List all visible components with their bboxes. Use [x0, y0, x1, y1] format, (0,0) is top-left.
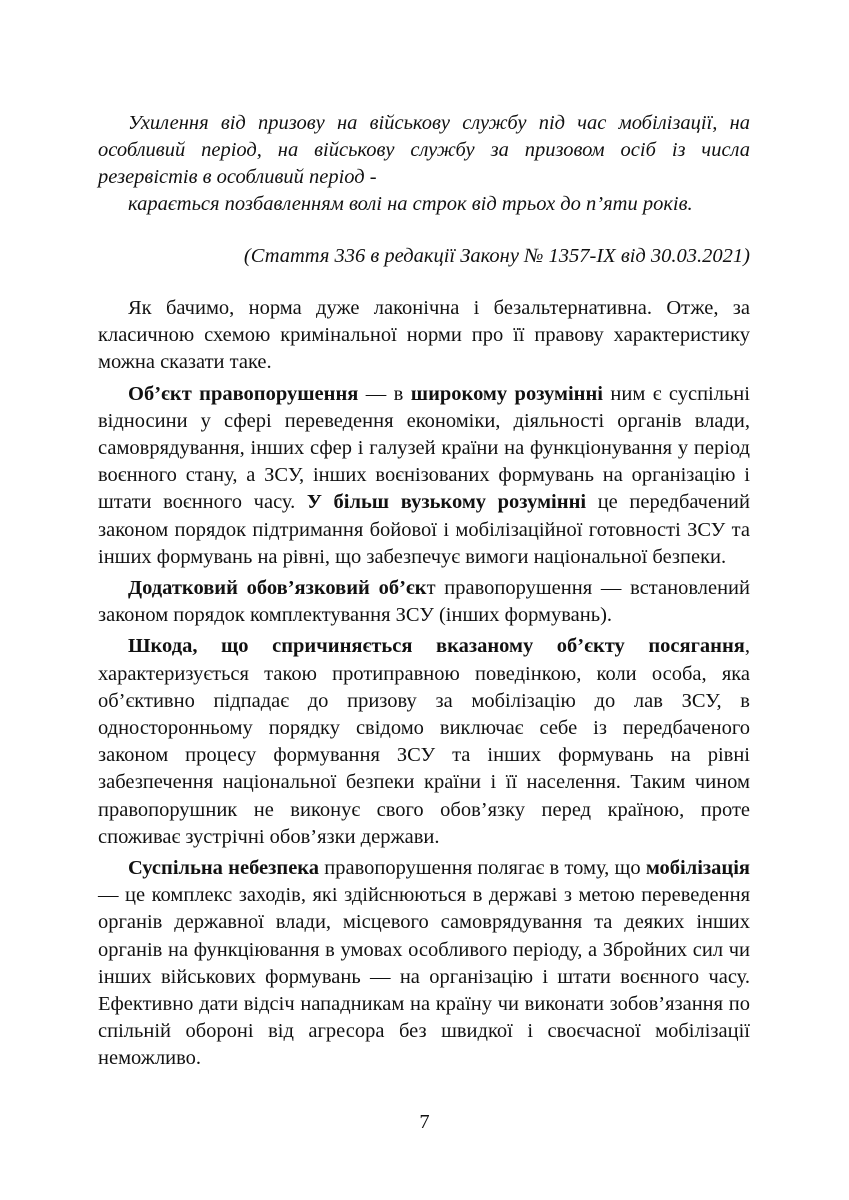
paragraph-object	[98, 381, 750, 571]
term-object: Об’єкт правопорушення	[128, 382, 359, 405]
term-harm: Шкода, що спричиняється вказаному об’єкту посягання	[128, 635, 745, 658]
law-source-reference: (Стаття 336 в редакції Закону № 1357-IX від 30.03.2021)	[243, 245, 750, 267]
quote-disposition: Ухилення від призову на військову службу під час мобілізації, на особливий період, на військову службу за призовом осіб із числа резервістів в особливий період -	[98, 112, 750, 188]
term-broad-meaning: широкому розумінні	[410, 382, 603, 405]
text: , характеризується такою протиправною поведінкою, коли особа, яка об’єктивно підпадає до призову за мобілізацію до лав ЗСУ, в односторонньому порядку свідомо виключає себе із передбаченого законом процесу формування ЗСУ та інших формувань на рівні забезпечення національної безпеки країни і її населення. Таким чином правопорушник не виконує свого обов’язку перед країною, проте споживає зустрічні обов’язки держави.	[98, 635, 750, 848]
term-public-danger: Суспільна небезпека	[128, 857, 320, 880]
quote-sanction: карається позбавленням волі на строк від трьох до п’яти років.	[128, 193, 693, 215]
text: т правопорушення — встановлений законом порядок комплектування ЗСУ (інших формувань).	[98, 577, 750, 627]
paragraph-harm	[98, 633, 750, 851]
text: ним є суспільні відносини у сфері переведення економіки, діяльності органів влади, самоврядування, інших сфер і галузей країни на функціонування у період воєнного стану, а ЗСУ, інших воєнізованих формувань на організацію і штати воєнного часу.	[98, 382, 750, 514]
term-narrow-meaning: У більш вузькому розумінні	[306, 491, 587, 514]
document-body	[98, 295, 750, 1077]
text: — в	[358, 382, 411, 405]
text: — це комплекс заходів, які здійснюються в державі з метою переведення органів державної влади, місцевого самоврядування та деяких інших органів на функціювання в умовах особливого періоду, а Збройних сил чи інших військових формувань — на організацію і штати воєнного часу. Ефективно дати відсіч нападникам на країну чи виконати зобов’язання по спільній обороні від агресора без швидкої і своєчасної мобілізації неможливо.	[98, 884, 750, 1070]
term-mobilization: мобілізація	[645, 857, 750, 880]
term-additional-object: Додатковий обов’язковий об’єк	[128, 577, 427, 600]
paragraph-intro: Як бачимо, норма дуже лаконічна і безальтернативна. Отже, за класичною схемою кримінальної норми про її правову характеристику можна сказати таке.	[98, 297, 750, 374]
paragraph-public-danger	[98, 855, 750, 1073]
law-quote	[98, 110, 750, 218]
text: правопорушення полягає в тому, що	[319, 857, 646, 880]
text: це передбачений законом порядок підтримання бойової і мобілізаційної готовності ЗСУ та інших формувань на рівні, що забезпечує вимоги національної безпеки.	[98, 491, 750, 568]
paragraph-additional-object	[98, 575, 750, 629]
page-number: 7	[419, 1111, 430, 1133]
